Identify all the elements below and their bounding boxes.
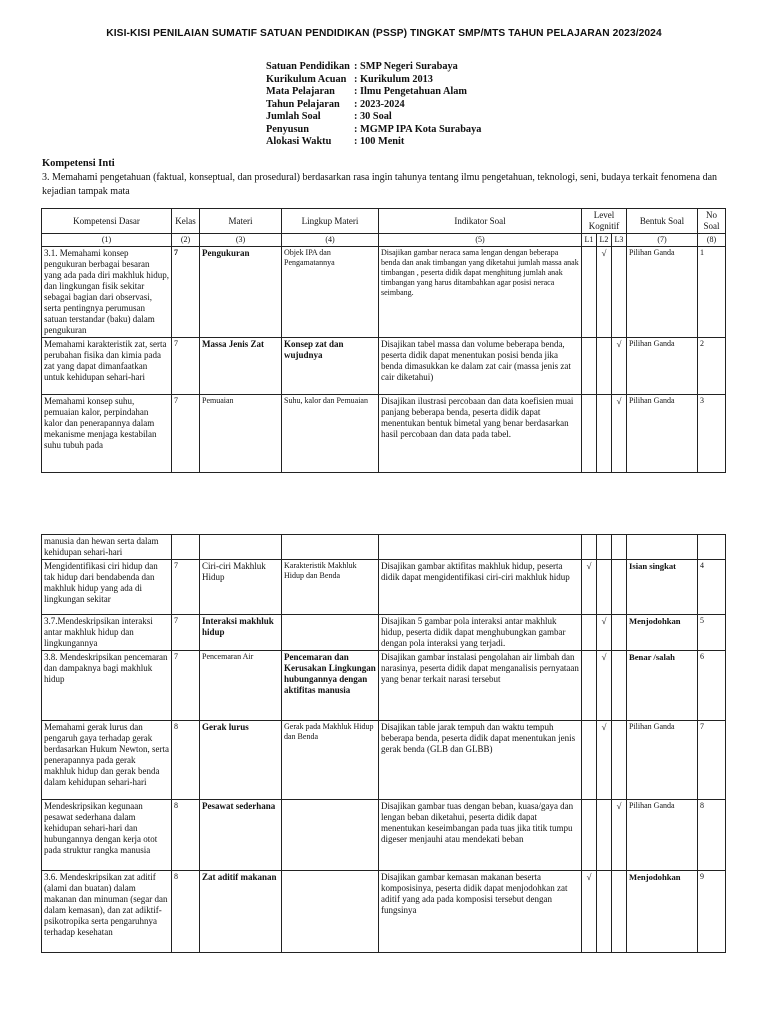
table-row [42,535,726,560]
header-lingkup-materi: Lingkup Materi [282,209,379,234]
cell-level-l3 [612,395,627,473]
header-materi: Materi [200,209,282,234]
info-row [266,124,481,137]
cell-kelas [172,535,200,560]
cell-level-l2 [597,871,612,953]
cell-indikator-soal [379,535,582,560]
cell-lingkup-materi: Objek IPA dan Pengamatannya [282,247,379,338]
column-number: L3 [612,234,627,247]
cell-materi: Massa Jenis Zat [200,338,282,395]
check-mark: √ [586,561,592,571]
table-row [42,871,726,953]
cell-level-l2 [597,615,612,651]
cell-no-soal: 6 [698,651,726,721]
kompetensi-inti-text: 3. Memahami pengetahuan (faktual, konseptual, dan prosedural) berdasarkan rasa ingin tahunya tentang ilmu pengetahuan, teknologi, seni, budaya terkait fenomena dan kejadian tampak mata [42,172,718,197]
table-row [42,615,726,651]
cell-level-l2 [597,395,612,473]
cell-no-soal: 4 [698,560,726,615]
cell-lingkup-materi [282,535,379,560]
header-kelas: Kelas [172,209,200,234]
cell-no-soal: 8 [698,800,726,871]
cell-no-soal: 7 [698,721,726,800]
check-mark: √ [586,872,592,882]
info-row [266,86,481,99]
cell-materi [200,535,282,560]
check-mark: √ [601,722,607,732]
cell-bentuk-soal: Pilihan Ganda [627,721,698,800]
info-label: Tahun Pelajaran [266,98,340,110]
info-value: : Kurikulum 2013 [354,73,433,85]
cell-level-l3 [612,535,627,560]
document-title: KISI-KISI PENILAIAN SUMATIF SATUAN PENDIDIKAN (PSSP) TINGKAT SMP/MTS TAHUN PELAJARAN 2023/2024 [106,28,662,39]
cell-indikator-soal: Disajikan gambar tuas dengan beban, kuasa/gaya dan lengan beban diketahui, peserta didik dapat menentukan keseimbangan pada tuas jika titik tumpu digeser menjauhi atau mendekati beban [379,800,582,871]
cell-level-l1 [582,395,597,473]
cell-kelas: 7 [172,651,200,721]
cell-lingkup-materi: Gerak pada Makhluk Hidup dan Benda [282,721,379,800]
cell-level-l1 [582,871,597,953]
cell-level-l3 [612,560,627,615]
info-value: : Ilmu Pengetahuan Alam [354,86,467,97]
check-mark: √ [601,652,607,662]
cell-materi: Interaksi makhluk hidup [200,615,282,651]
cell-bentuk-soal: Benar /salah [627,651,698,721]
header-indikator-soal: Indikator Soal [379,209,582,234]
identity-info [266,61,481,149]
kompetensi-inti-heading: Kompetensi Inti [42,158,115,169]
cell-level-l3 [612,338,627,395]
header-no-soal: No Soal [698,209,726,234]
table-row [42,338,726,395]
cell-bentuk-soal: Isian singkat [627,560,698,615]
cell-kompetensi-dasar: 3.8. Mendeskripsikan pencemaran dan dampaknya bagi makhluk hidup [42,651,172,721]
header-bentuk-soal: Bentuk Soal [627,209,698,234]
cell-kelas: 8 [172,871,200,953]
cell-kompetensi-dasar: Memahami konsep suhu, pemuaian kalor, perpindahan kalor dan penerapannya dalam mekanisme menjaga kestabilan suhu tubuh pada [42,395,172,473]
cell-indikator-soal: Disajikan gambar aktifitas makhluk hidup, peserta didik dapat mengidentifikasi ciri-ciri makhluk hidup [379,560,582,615]
cell-level-l3 [612,721,627,800]
cell-level-l2 [597,651,612,721]
cell-bentuk-soal: Pilihan Ganda [627,338,698,395]
cell-kompetensi-dasar: 3.1. Memahami konsep pengukuran berbagai besaran yang ada pada diri makhluk hidup, dan lingkungan fisik sekitar sebagai bagian dari observasi, serta pentingnya perumusan satuan terstandar (baku) dalam pengukuran [42,247,172,338]
cell-kelas: 7 [172,247,200,338]
cell-lingkup-materi [282,615,379,651]
info-value: : SMP Negeri Surabaya [354,61,458,72]
cell-indikator-soal: Disajikan gambar neraca sama lengan dengan beberapa benda dan anak timbangan yang diketahui jumlah massa anak timbangan , peserta didik dapat menghitung jumlah anak timbangan yang harus ditambahkan agar posisi neraca seimbang. [379,247,582,338]
info-label: Alokasi Waktu [266,136,332,147]
cell-lingkup-materi: Suhu, kalor dan Pemuaian [282,395,379,473]
cell-indikator-soal: Disajikan table jarak tempuh dan waktu tempuh beberapa benda, peserta didik dapat menentukan jenis gerak benda (GLB dan GLBB) [379,721,582,800]
info-row [266,74,481,87]
table-row [42,721,726,800]
cell-level-l1 [582,651,597,721]
cell-no-soal: 5 [698,615,726,651]
cell-kelas: 8 [172,721,200,800]
check-mark: √ [616,339,622,349]
cell-level-l1 [582,800,597,871]
cell-bentuk-soal: Menjodohkan [627,871,698,953]
cell-kompetensi-dasar: manusia dan hewan serta dalam kehidupan sehari-hari [42,535,172,560]
cell-indikator-soal: Disajikan 5 gambar pola interaksi antar makhluk hidup, peserta didik dapat menghubungkan gambar dengan pola interaksi yang terjadi. [379,615,582,651]
kisi-kisi-table-part2 [41,534,726,953]
cell-no-soal: 9 [698,871,726,953]
cell-level-l1 [582,247,597,338]
cell-no-soal: 1 [698,247,726,338]
cell-indikator-soal: Disajikan ilustrasi percobaan dan data koefisien muai panjang beberapa benda, peserta didik dapat menentukan bentuk bimetal yang benar berdasarkan hasil percobaan dan data pada tabel. [379,395,582,473]
table-row [42,560,726,615]
cell-bentuk-soal: Pilihan Ganda [627,247,698,338]
info-value: : MGMP IPA Kota Surabaya [354,123,482,135]
cell-materi: Pesawat sederhana [200,800,282,871]
info-label: Kurikulum Acuan [266,73,347,85]
cell-materi: Pengukuran [200,247,282,338]
table-row [42,800,726,871]
info-row [266,99,481,112]
check-mark: √ [601,248,607,258]
cell-kelas: 8 [172,800,200,871]
cell-lingkup-materi: Pencemaran dan Kerusakan Lingkungan hubungannya dengan aktifitas manusia [282,651,379,721]
info-label: Penyusun [266,123,309,135]
cell-level-l2 [597,721,612,800]
column-number: (1) [42,234,172,247]
cell-kompetensi-dasar: 3.7.Mendeskripsikan interaksi antar makhluk hidup dan lingkungannya [42,615,172,651]
info-label: Satuan Pendidikan [266,61,350,72]
cell-materi: Gerak lurus [200,721,282,800]
column-number: (5) [379,234,582,247]
check-mark: √ [616,801,622,811]
cell-materi: Pencemaran Air [200,651,282,721]
column-number: (8) [698,234,726,247]
cell-bentuk-soal: Pilihan Ganda [627,395,698,473]
cell-level-l1 [582,615,597,651]
header-kompetensi-dasar: Kompetensi Dasar [42,209,172,234]
cell-level-l2 [597,535,612,560]
cell-kelas: 7 [172,560,200,615]
table-row [42,247,726,338]
column-number: (2) [172,234,200,247]
cell-lingkup-materi [282,800,379,871]
header-level-kognitif: Level Kognitif [582,209,627,234]
info-value: : 30 Soal [354,111,392,122]
cell-level-l2 [597,247,612,338]
check-mark: √ [601,616,607,626]
cell-lingkup-materi: Karakteristik Makhluk Hidup dan Benda [282,560,379,615]
info-label: Mata Pelajaran [266,86,335,97]
cell-kompetensi-dasar: Mendeskripsikan kegunaan pesawat sederhana dalam kehidupan sehari-hari dan hubungannya dengan kerja otot pada struktur rangka manusia [42,800,172,871]
cell-kompetensi-dasar: 3.6. Mendeskripsikan zat aditif (alami dan buatan) dalam makanan dan minuman (segar dan dalam kemasan), dan zat adiktif-psikotropika serta pengaruhnya terhadap kesehatan [42,871,172,953]
cell-level-l3 [612,247,627,338]
cell-no-soal: 2 [698,338,726,395]
column-number: (3) [200,234,282,247]
cell-kompetensi-dasar: Memahami karakteristik zat, serta perubahan fisika dan kimia pada zat yang dapat dimanfaatkan untuk kehidupan sehari-hari [42,338,172,395]
cell-indikator-soal: Disajikan gambar instalasi pengolahan air limbah dan narasinya, peserta didik dapat menganalisis pernyataan yang benar terkait narasi tersebut [379,651,582,721]
column-number: (4) [282,234,379,247]
info-value: : 100 Menit [354,136,405,147]
info-row [266,61,481,74]
table-row [42,395,726,473]
kisi-kisi-table-part1 [41,208,726,473]
cell-indikator-soal: Disajikan gambar kemasan makanan beserta komposisinya, peserta didik dapat menjodohkan zat aditif yang ada pada komposisi tersebut dengan fungsinya [379,871,582,953]
cell-level-l2 [597,338,612,395]
cell-kelas: 7 [172,395,200,473]
cell-lingkup-materi: Konsep zat dan wujudnya [282,338,379,395]
cell-indikator-soal: Disajikan tabel massa dan volume beberapa benda, peserta didik dapat menentukan posisi benda jika benda dimasukkan ke dalam zat cair (massa jenis zat cair diketahui) [379,338,582,395]
cell-bentuk-soal: Menjodohkan [627,615,698,651]
cell-kompetensi-dasar: Memahami gerak lurus dan pengaruh gaya terhadap gerak berdasarkan Hukum Newton, serta penerapannya pada gerak makhluk hidup dan gerak benda dalam kehidupan sehari-hari [42,721,172,800]
column-number: (7) [627,234,698,247]
cell-materi: Zat aditif makanan [200,871,282,953]
cell-lingkup-materi [282,871,379,953]
info-row [266,111,481,124]
cell-level-l3 [612,615,627,651]
cell-materi: Ciri-ciri Makhluk Hidup [200,560,282,615]
cell-level-l3 [612,800,627,871]
cell-level-l3 [612,651,627,721]
cell-kompetensi-dasar: Mengidentifikasi ciri hidup dan tak hidup dari bendabenda dan makhluk hidup yang ada di lingkungan sekitar [42,560,172,615]
cell-kelas: 7 [172,338,200,395]
cell-bentuk-soal [627,535,698,560]
column-number: L1 [582,234,597,247]
info-row [266,136,481,149]
check-mark: √ [616,396,622,406]
cell-level-l1 [582,560,597,615]
cell-level-l1 [582,535,597,560]
cell-materi: Pemuaian [200,395,282,473]
info-label: Jumlah Soal [266,111,321,122]
cell-level-l2 [597,560,612,615]
cell-no-soal [698,535,726,560]
cell-no-soal: 3 [698,395,726,473]
info-value: : 2023-2024 [354,98,405,110]
table-row [42,651,726,721]
cell-level-l3 [612,871,627,953]
cell-kelas: 7 [172,615,200,651]
cell-bentuk-soal: Pilihan Ganda [627,800,698,871]
cell-level-l1 [582,721,597,800]
cell-level-l1 [582,338,597,395]
column-number: L2 [597,234,612,247]
cell-level-l2 [597,800,612,871]
